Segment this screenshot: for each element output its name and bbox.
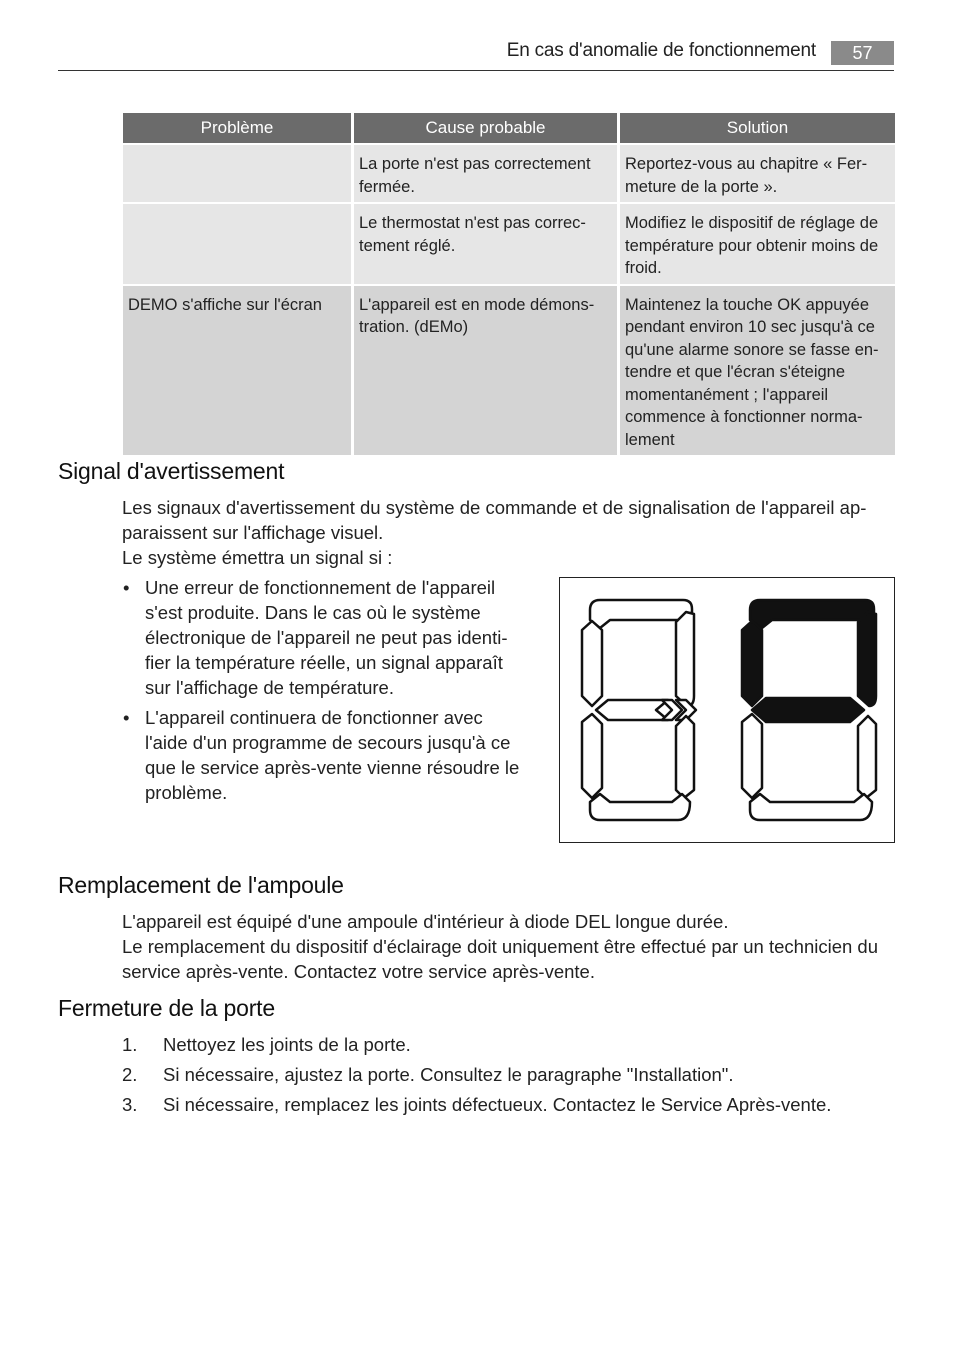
signal-intro-2: Le système émettra un signal si : — [122, 547, 393, 568]
cell-cause: La porte n'est pas correctement fermée. — [354, 145, 617, 202]
bulb-heading: Remplacement de l'ampoule — [58, 872, 344, 898]
bulb-paragraph-1: L'appareil est équipé d'une ampoule d'intérieur à diode DEL longue durée. — [122, 911, 729, 932]
header-rule — [58, 70, 894, 71]
list-item — [120, 1092, 900, 1117]
cell-problem — [123, 204, 351, 284]
troubleshooting-table — [120, 111, 898, 457]
bullet-marker: • — [123, 707, 130, 728]
running-header: En cas d'anomalie de fonctionnement — [506, 40, 816, 61]
cell-cause: Le thermostat n'est pas correc-tement réglé. — [354, 204, 617, 284]
cell-problem: DEMO s'affiche sur l'écran — [123, 286, 351, 456]
seven-segment-display-figure — [559, 577, 895, 843]
step-number: 2. — [122, 1064, 138, 1085]
cell-problem — [123, 145, 351, 202]
table-row — [123, 204, 895, 284]
signal-intro: Les signaux d'avertissement du système de commande et de signalisation de l'appareil ap-paraissent sur l'affichage visuel. — [122, 497, 867, 543]
step-number: 3. — [122, 1094, 138, 1115]
signal-bullet-list — [120, 575, 530, 810]
table-row — [123, 286, 895, 456]
column-header-cause: Cause probable — [354, 113, 617, 143]
column-header-problem: Problème — [123, 113, 351, 143]
door-heading: Fermeture de la porte — [58, 995, 275, 1021]
door-steps-list — [120, 1032, 900, 1122]
step-text: Si nécessaire, ajustez la porte. Consultez le paragraphe "Installation". — [163, 1064, 734, 1085]
column-header-solution: Solution — [620, 113, 895, 143]
seven-segment-display-icon — [560, 578, 894, 842]
cell-cause: L'appareil est en mode démons-tration. (dEMo) — [354, 286, 617, 456]
table-row — [123, 145, 895, 202]
bulb-paragraph-2: Le remplacement du dispositif d'éclairage doit uniquement être effectué par un technicien du service après-vente. Contactez votre service après-vente. — [122, 936, 878, 982]
list-item — [120, 575, 530, 700]
step-text: Si nécessaire, remplacez les joints défectueux. Contactez le Service Après-vente. — [163, 1094, 832, 1115]
cell-solution: Reportez-vous au chapitre « Fer-meture de la porte ». — [620, 145, 895, 202]
signal-heading: Signal d'avertissement — [58, 458, 285, 484]
cell-solution: Modifiez le dispositif de réglage de température pour obtenir moins de froid. — [620, 204, 895, 284]
page-number: 57 — [831, 41, 894, 65]
bullet-marker: • — [123, 577, 130, 598]
cell-solution: Maintenez la touche OK appuyée pendant environ 10 sec jusqu'à ce qu'une alarme sonore se fasse en-tendre et que l'écran s'éteigne momentanément ; l'appareil commence à fonctionner norma-lement — [620, 286, 895, 456]
list-item — [120, 1032, 900, 1057]
list-item — [120, 705, 530, 805]
bullet-text: Une erreur de fonctionnement de l'appareil s'est produite. Dans le cas où le système électronique de l'appareil ne peut pas identi-fier la température réelle, un signal apparaît sur l'affichage de température. — [145, 577, 508, 698]
step-number: 1. — [122, 1034, 138, 1055]
bullet-text: L'appareil continuera de fonctionner avec l'aide d'un programme de secours jusqu'à ce que le service après-vente vienne résoudre le problème. — [145, 707, 520, 803]
step-text: Nettoyez les joints de la porte. — [163, 1034, 411, 1055]
table-header-row — [123, 113, 895, 143]
list-item — [120, 1062, 900, 1087]
